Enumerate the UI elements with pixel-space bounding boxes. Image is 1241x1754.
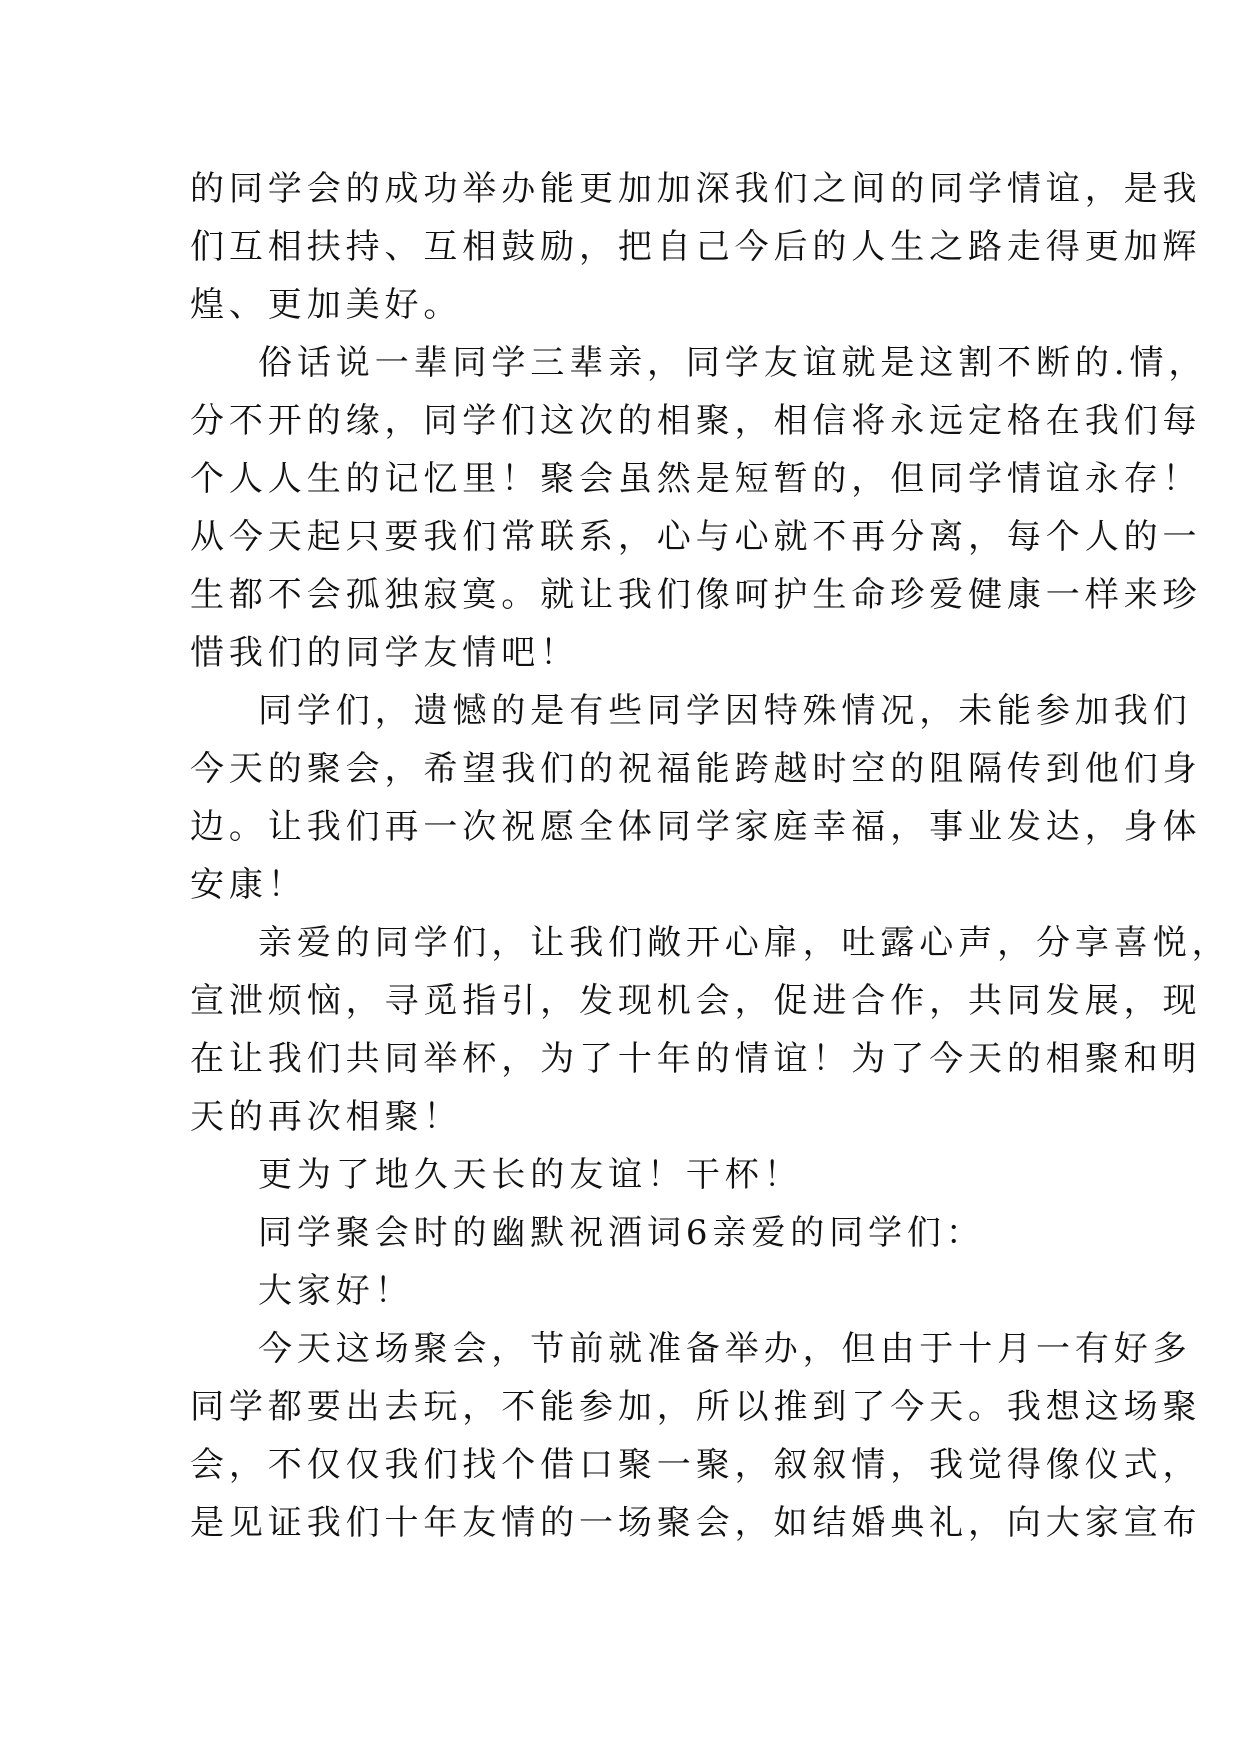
paragraph-start-line: 同学们，遗憾的是有些同学因特殊情况，未能参加我们 (258, 691, 1192, 731)
text-line: 个人人生的记忆里！聚会虽然是短暂的，但同学情谊永存！ (190, 459, 1202, 499)
text-line: 今天的聚会，希望我们的祝福能跨越时空的阻隔传到他们身 (190, 749, 1202, 789)
text-line: 生都不会孤独寂寞。就让我们像呵护生命珍爱健康一样来珍 (190, 575, 1202, 615)
paragraph-start-line: 俗话说一辈同学三辈亲，同学友谊就是这割不断的.情， (258, 343, 1208, 383)
text-line: 会，不仅仅我们找个借口聚一聚，叙叙情，我觉得像仪式， (190, 1445, 1202, 1485)
paragraph-start-line: 今天这场聚会，节前就准备举办，但由于十月一有好多 (258, 1329, 1192, 1369)
text-line: 分不开的缘，同学们这次的相聚，相信将永远定格在我们每 (190, 401, 1202, 441)
text-line: 边。让我们再一次祝愿全体同学家庭幸福，事业发达，身体 (190, 807, 1202, 847)
text-line: 煌、更加美好。 (190, 285, 463, 325)
text-line: 的同学会的成功举办能更加加深我们之间的同学情谊，是我 (190, 169, 1202, 209)
text-line: 是见证我们十年友情的一场聚会，如结婚典礼，向大家宣布 (190, 1503, 1202, 1543)
document-body (190, 160, 1231, 1552)
text-line: 同学都要出去玩，不能参加，所以推到了今天。我想这场聚 (190, 1387, 1202, 1427)
text-line: 们互相扶持、互相鼓励，把自己今后的人生之路走得更加辉 (190, 227, 1202, 267)
text-line: 从今天起只要我们常联系，心与心就不再分离，每个人的一 (190, 517, 1202, 557)
greeting-line: 大家好！ (258, 1271, 414, 1311)
paragraph-start-line: 亲爱的同学们，让我们敞开心扉，吐露心声，分享喜悦， (258, 923, 1231, 963)
section-heading-line: 同学聚会时的幽默祝酒词6亲爱的同学们： (258, 1213, 985, 1253)
text-line: 宣泄烦恼，寻觅指引，发现机会，促进合作，共同发展，现 (190, 981, 1202, 1021)
text-line: 惜我们的同学友情吧！ (190, 633, 579, 673)
paragraph-start-line: 更为了地久天长的友谊！干杯！ (258, 1155, 803, 1195)
text-line: 安康！ (190, 865, 307, 905)
text-line: 天的再次相聚！ (190, 1097, 463, 1137)
text-line: 在让我们共同举杯，为了十年的情谊！为了今天的相聚和明 (190, 1039, 1202, 1079)
